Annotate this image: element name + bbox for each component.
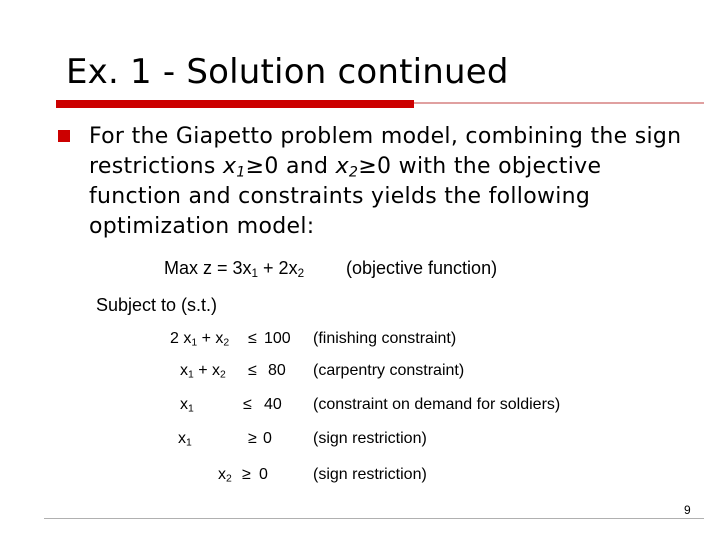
constraint-description: (constraint on demand for soldiers) (313, 396, 561, 413)
constraint-description: (carpentry constraint) (313, 362, 465, 379)
constraint-lhs: $x_1$ (178, 430, 192, 449)
title-underline (414, 102, 704, 104)
constraint-description: (finishing constraint) (313, 330, 457, 347)
bullet-paragraph (89, 122, 689, 242)
var-x1: $x_1$ (222, 154, 246, 181)
bullet-text-part: ≥0 and (245, 154, 336, 179)
constraint-operator: ≤ (243, 396, 252, 413)
constraint-description: (sign restriction) (313, 430, 427, 447)
constraint-lhs: $x_2$ (218, 466, 232, 485)
constraint-rhs: 0 (259, 466, 268, 483)
objective-expression: Max $z = 3x_1 + 2x_2$ (164, 258, 305, 280)
constraint-rhs: 0 (263, 430, 272, 447)
bullet-text-part: ≥0 with the objective function and constraints yields the following optimization model: (89, 154, 602, 239)
slide-title: Ex. 1 - Solution continued (66, 52, 509, 92)
title-accent-bar (56, 100, 414, 108)
square-bullet-icon (58, 130, 70, 142)
constraint-lhs: $x_1$ (180, 396, 194, 415)
constraint-rhs: 80 (268, 362, 286, 379)
constraint-operator: ≤ (248, 362, 257, 379)
subject-to-label: Subject to (s.t.) (96, 295, 218, 315)
constraint-description: (sign restriction) (313, 466, 427, 483)
constraint-operator: ≥ (242, 466, 251, 483)
objective-description: (objective function) (346, 258, 498, 278)
constraint-rhs: 100 (264, 330, 291, 347)
constraint-lhs: 2 $x_1 + x_2$ (170, 330, 230, 349)
constraint-lhs: $x_1 + x_2$ (180, 362, 226, 381)
page-number: 9 (684, 503, 691, 517)
var-x2: $x_2$ (335, 154, 359, 181)
bullet-text-part: For the Giapetto problem model, combining the sign restrictions (89, 124, 682, 179)
constraint-operator: ≤ (248, 330, 257, 347)
constraint-operator: ≥ (248, 430, 257, 447)
footer-divider (44, 518, 704, 519)
constraint-rhs: 40 (264, 396, 282, 413)
